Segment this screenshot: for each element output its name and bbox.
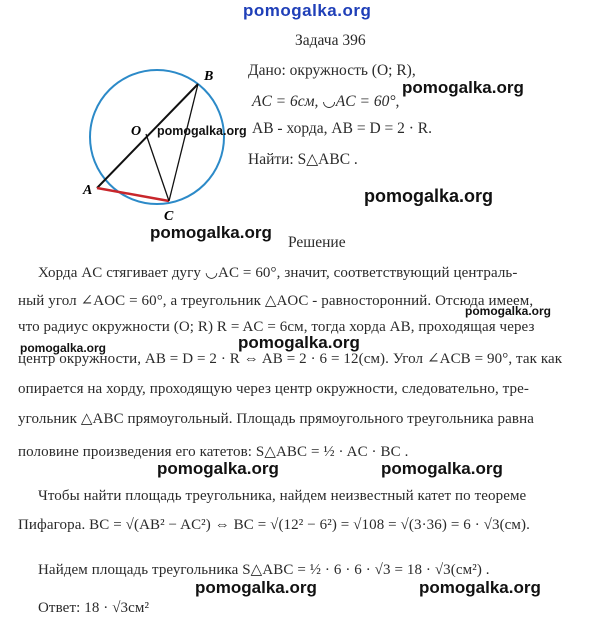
solution-line-8: Чтобы найти площадь треугольника, найдем неизвестный катет по теореме xyxy=(38,488,527,504)
solution-line-2: ный угол ∠AOC = 60°, а треугольник △AOC - равносторонний. Отсюда имеем, xyxy=(18,293,534,309)
given-line-2: AC = 6см, ◡AC = 60°, xyxy=(252,93,400,110)
label-O: O xyxy=(131,124,142,139)
solution-line-7: половине произведения его катетов: S△ABC = ½ · AC · BC . xyxy=(18,444,409,460)
answer-line: Ответ: 18 · √3см² xyxy=(38,600,150,616)
solution-line-9: Пифагора. BC = √(AB² − AC²) ⇔ BC = √(12² − 6²) = √108 = √(3·36) = 6 · √3(см). xyxy=(18,517,530,533)
solution-line-3: что радиус окружности (O; R) R = AC = 6см, тогда хорда AB, проходящая через xyxy=(18,319,535,335)
watermark-4[interactable]: pomogalka.org xyxy=(465,304,552,318)
label-B: B xyxy=(204,69,214,84)
task-title: Задача 396 xyxy=(295,32,366,49)
find-line: Найти: S△ABC . xyxy=(248,151,358,168)
watermark-2[interactable]: pomogalka.org xyxy=(364,186,494,206)
solution-area-line: Найдем площадь треугольника S△ABC = ½ · 6 · 6 · √3 = 18 · √3(см²) . xyxy=(38,562,490,578)
watermark-10[interactable]: pomogalka.org xyxy=(419,578,541,597)
watermark-8[interactable]: pomogalka.org xyxy=(381,459,503,478)
given-line-3: AB - хорда, AB = D = 2 · R. xyxy=(252,120,432,137)
label-A: A xyxy=(83,183,93,198)
watermark-3[interactable]: pomogalka.org xyxy=(150,223,272,242)
watermark-1[interactable]: pomogalka.org xyxy=(402,78,524,97)
watermark-figure[interactable]: pomogalka.org xyxy=(157,124,247,138)
solution-line-6: угольник △ABC прямоугольный. Площадь прямоугольного треугольника равна xyxy=(18,411,534,427)
watermark-7[interactable]: pomogalka.org xyxy=(157,459,279,478)
solution-line-1: Хорда AC стягивает дугу ◡AC = 60°, значит, соответствующий централь- xyxy=(38,265,518,281)
segment-OC xyxy=(146,134,169,201)
label-C: C xyxy=(164,209,174,224)
solution-title: Решение xyxy=(288,234,346,251)
given-line-1: Дано: окружность (O; R), xyxy=(248,62,416,79)
watermark-6[interactable]: pomogalka.org xyxy=(238,333,360,352)
solution-line-4: центр окружности, AB = D = 2 · R ⇔ AB = 2 · 6 = 12(см). Угол ∠ACB = 90°, так как xyxy=(18,351,563,367)
watermark-9[interactable]: pomogalka.org xyxy=(195,578,317,597)
chord-BC xyxy=(169,84,198,201)
solution-line-5: опирается на хорду, проходящую через центр окружности, следовательно, тре- xyxy=(18,381,529,397)
watermark-5[interactable]: pomogalka.org xyxy=(20,341,107,355)
site-watermark[interactable]: pomogalka.org xyxy=(243,1,372,20)
